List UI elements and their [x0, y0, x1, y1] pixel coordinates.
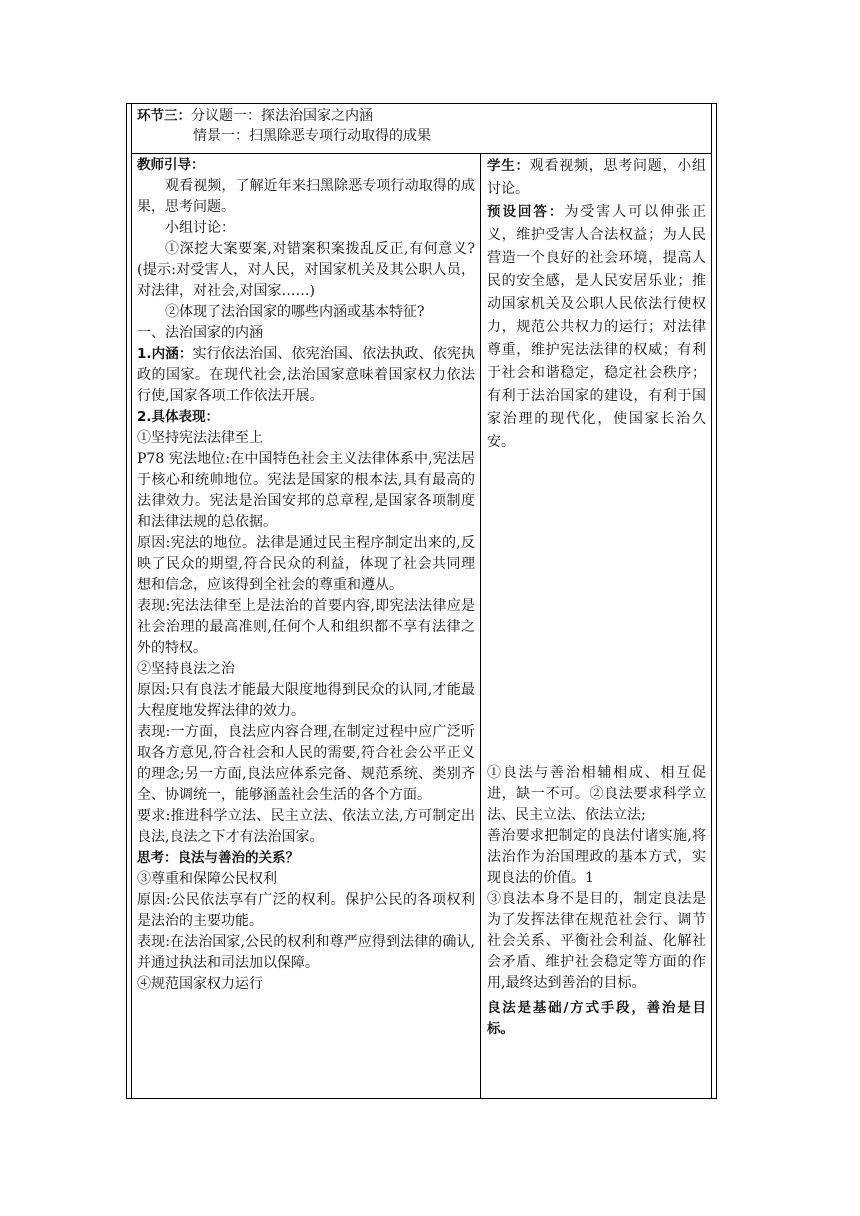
teacher-guide-cell	[137, 155, 475, 995]
scene-title: 情景一：扫黑除恶专项行动取得的成果	[193, 128, 431, 144]
item-4-title: ④规范国家权力运行	[137, 976, 263, 992]
student-label: 学生：	[487, 158, 530, 174]
item-3-performance: 表现:在法治国家,公民的权利和尊严应得到法律的确认,并通过执法和司法加以保障。	[137, 934, 475, 971]
good-law-point-1: ①良法与善治相辅相成、相互促进，缺一不可。②良法要求科学立法、民主立法、依法立法;	[487, 765, 706, 823]
item-2-performance: 表现:一方面，良法应内容合理,在制定过程中应广泛听取各方意见,符合社会和人民的需要,符合社会公平正义的理念;另一方面,良法应体系完备、规范系统、类别齐全、协调统一，能够涵盖社会生活的各个方面。	[137, 724, 475, 803]
good-law-point-3: ③良法本身不是目的，制定良法是为了发挥法律在规范社会行、调节社会关系、平衡社会利益、化解社会矛盾、维护社会稳定等方面的作用,最终达到善治的目标。	[487, 891, 706, 991]
section-title: 分议题一：探法治国家之内涵	[191, 108, 373, 124]
answer-label: 预设回答：	[487, 204, 565, 220]
item-2-reason: 原因:只有良法才能最大限度地得到民众的认同,才能最大程度地发挥法律的效力。	[137, 682, 475, 719]
think-question: 思考：良法与善治的关系？	[137, 850, 299, 866]
item-3-reason: 原因:公民依法享有广泛的权利。保护公民的各项权利是法治的主要功能。	[137, 892, 475, 929]
item-1-title: ①坚持宪法法律至上	[137, 430, 263, 446]
column-divider	[480, 153, 481, 1099]
connotation-label: 1.内涵：	[137, 346, 193, 362]
item-2-requirement: 要求:推进科学立法、民主立法、依法立法,方可制定出良法,良法之下才有法治国家。	[137, 808, 475, 845]
group-discussion-label: 小组讨论：	[165, 220, 235, 236]
good-law-point-2: 善治要求把制定的良法付诸实施,将法治作为治国理政的基本方式，实现良法的价值。1	[487, 828, 706, 886]
item-1-constitution: P78 宪法地位:在中国特色社会主义法律体系中,宪法居于核心和统帅地位。宪法是国家的根本法,具有最高的法律效力。宪法是治国安邦的总章程,是国家各项制度和法律法规的总依据。	[137, 451, 475, 530]
heading-connotation: 一、法治国家的内涵	[137, 325, 263, 341]
answer-paragraph: 预设回答：为受害人可以伸张正义，维护受害人合法权益；为人民营造一个良好的社会环境，提高人民的安全感，是人民安居乐业；推动国家机关及公职人民依法行使权力，规范公共权力的运行；对法律尊重，维护宪法法律的权威；有利于社会和谐稳定，稳定社会秩序；有利于法治国家的建设，有利于国家治理的现代化，使国家长治久安。	[487, 204, 707, 450]
guide-label: 教师引导：	[137, 157, 205, 173]
good-law-cell	[487, 763, 706, 1040]
performance-label: 2.具体表现：	[137, 409, 220, 425]
connotation-paragraph: 1.内涵：实行依法治国、依宪治国、依法执政、依宪执政的国家。在现代社会,法治国家意味着国家权力依法行使,国家各项工作依法开展。	[137, 346, 475, 404]
section-label: 环节三：	[137, 108, 191, 124]
item-1-reason: 原因:宪法的地位。法律是通过民主程序制定出来的,反映了民众的期望,符合民众的利益，体现了社会共同理想和信念，应该得到全社会的尊重和遵从。	[137, 535, 475, 593]
item-3-title: ③尊重和保障公民权利	[137, 871, 277, 887]
student-paragraph: 学生：观看视频，思考问题，小组讨论。	[487, 158, 706, 197]
item-1-performance: 表现:宪法法律至上是法治的首要内容,即宪法法律应是社会治理的最高准则,任何个人和组织都不享有法律之外的特权。	[137, 598, 475, 656]
item-2-title: ②坚持良法之治	[137, 661, 235, 677]
row-divider	[131, 153, 712, 154]
guide-paragraph: 观看视频，了解近年来扫黑除恶专项行动取得的成果，思考问题。	[137, 178, 475, 215]
conclusion: 良法是基础/方式手段，善治是目标。	[487, 1000, 706, 1037]
section-header	[137, 106, 707, 146]
question-1: ①深挖大案要案,对错案积案拨乱反正,有何意义?(提示:对受害人，对人民，对国家机关及其公职人员，对法律，对社会,对国家……)	[137, 241, 475, 299]
student-answer-cell	[487, 155, 706, 454]
question-2: ②体现了法治国家的哪些内涵或基本特征?	[165, 304, 425, 320]
